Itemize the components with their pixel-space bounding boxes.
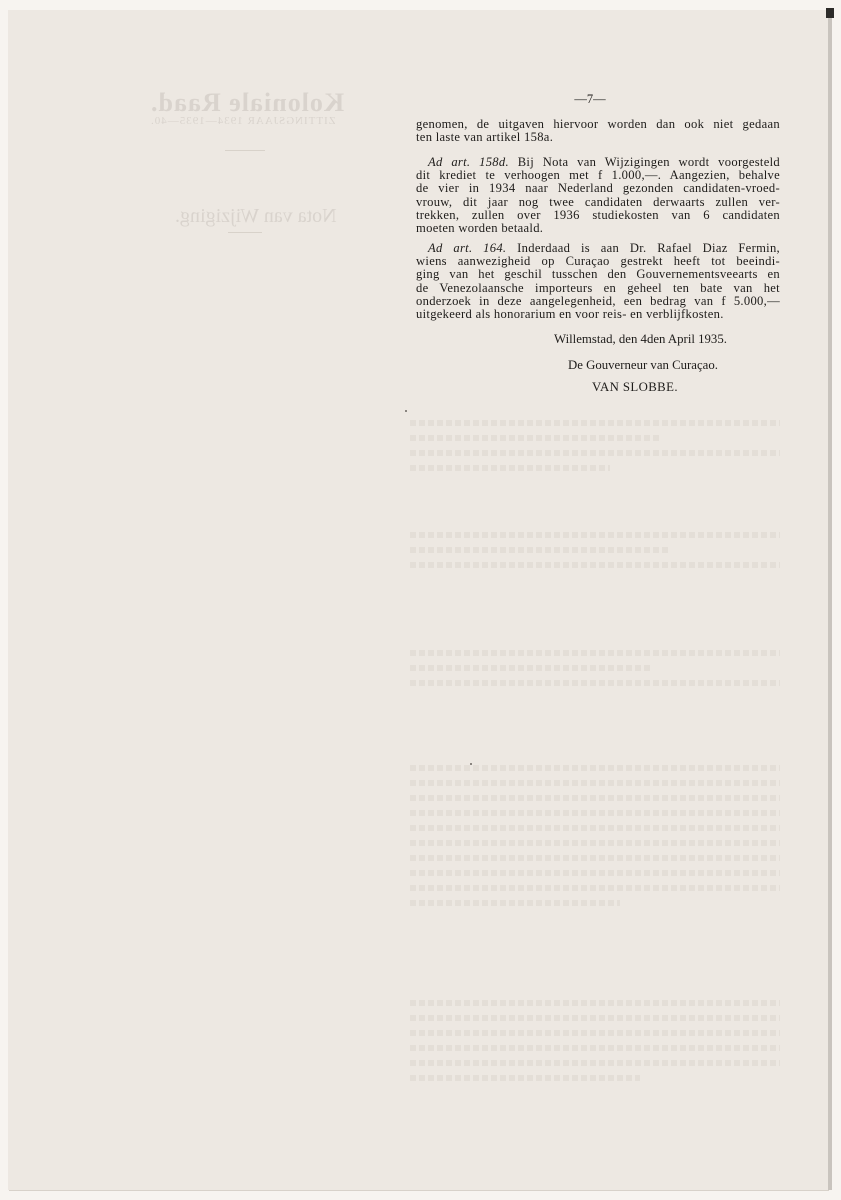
ghost-subtitle: ZITTINGSJAAR 1934—1935—40.: [150, 115, 336, 127]
ghost-rule: [228, 232, 262, 233]
ghost-text-line: [410, 765, 780, 771]
scan-speck: [405, 410, 407, 412]
text-line: dit krediet te verhoogen met f 1.000,—. Aangezien, behalve: [416, 168, 780, 183]
ghost-text-line: [410, 665, 650, 671]
text-line: onderzoek in deze aangelegenheid, een bedrag van f 5.000,—: [416, 293, 780, 308]
paragraph-art-158d: [416, 156, 780, 235]
article-reference: Ad art. 164.: [428, 241, 507, 255]
ghost-text-line: [410, 1000, 780, 1006]
page-number: —7—: [574, 92, 606, 106]
ghost-text-line: [410, 885, 780, 891]
signatory-title: De Gouverneur van Curaçao.: [568, 358, 718, 372]
text-line: wiens aanwezigheid op Curaçao gestrekt heeft tot beeindi-: [416, 254, 780, 269]
ghost-text-line: [410, 855, 780, 861]
ghost-text-line: [410, 420, 780, 426]
ghost-text-line: [410, 825, 780, 831]
ghost-text-line: [410, 435, 660, 441]
ghost-text-line: [410, 810, 780, 816]
ghost-text-line: [410, 680, 780, 686]
text-line: trekken, zullen over 1936 studiekosten van 6 candidaten: [416, 207, 780, 222]
ghost-text-line: [410, 795, 780, 801]
ghost-text-line: [410, 1030, 780, 1036]
ghost-text-line: [410, 465, 610, 471]
text-line: de Venezolaansche importeurs en geheel ten bate van het: [416, 280, 780, 295]
text-line: ten laste van artikel 158a.: [416, 130, 554, 145]
text-line: moeten worden betaald.: [416, 221, 544, 236]
ghost-nota: Nota van Wijziging.: [175, 205, 337, 227]
ghost-text-line: [410, 562, 780, 568]
ghost-text-line: [410, 450, 780, 456]
text-line: genomen, de uitgaven hiervoor worden dan ook niet gedaan: [416, 117, 780, 131]
paragraph-continuation: [416, 118, 780, 144]
ghost-text-line: [410, 1060, 780, 1066]
signatory-name: VAN SLOBBE.: [592, 380, 678, 394]
text-line: de vier in 1934 naar Nederland gezonden candidaten-vroed-: [416, 181, 780, 196]
place-and-date: Willemstad, den 4den April 1935.: [554, 332, 727, 346]
ghost-text-line: [410, 780, 780, 786]
text-line-content: Bij Nota van Wijzigingen wordt voorgesteld: [517, 155, 780, 169]
ghost-text-line: [410, 547, 670, 553]
scan-speck: [470, 763, 472, 765]
corner-mark: [826, 8, 834, 18]
ghost-text-line: [410, 1075, 640, 1081]
text-line: uitgekeerd als honorarium en voor reis- en verblijfkosten.: [416, 307, 724, 322]
ghost-text-line: [410, 532, 780, 538]
paragraph-art-164: [416, 242, 780, 321]
ghost-title: Koloniale Raad.: [150, 88, 345, 117]
text-line: ging van het geschil tusschen den Gouvernementsveearts en: [416, 267, 780, 282]
ghost-text-line: [410, 650, 780, 656]
ghost-text-line: [410, 870, 780, 876]
article-reference: Ad art. 158d.: [428, 155, 509, 169]
ghost-rule: [225, 150, 265, 151]
text-line-content: Inderdaad is aan Dr. Rafael Diaz Fermin,: [517, 241, 781, 255]
text-line: vrouw, dit jaar nog twee candidaten derwaarts zullen ver-: [416, 194, 780, 209]
ghost-text-line: [410, 1045, 780, 1051]
ghost-text-line: [410, 900, 620, 906]
page-edge-shadow: [828, 10, 832, 1190]
ghost-text-line: [410, 840, 780, 846]
ghost-text-line: [410, 1015, 780, 1021]
